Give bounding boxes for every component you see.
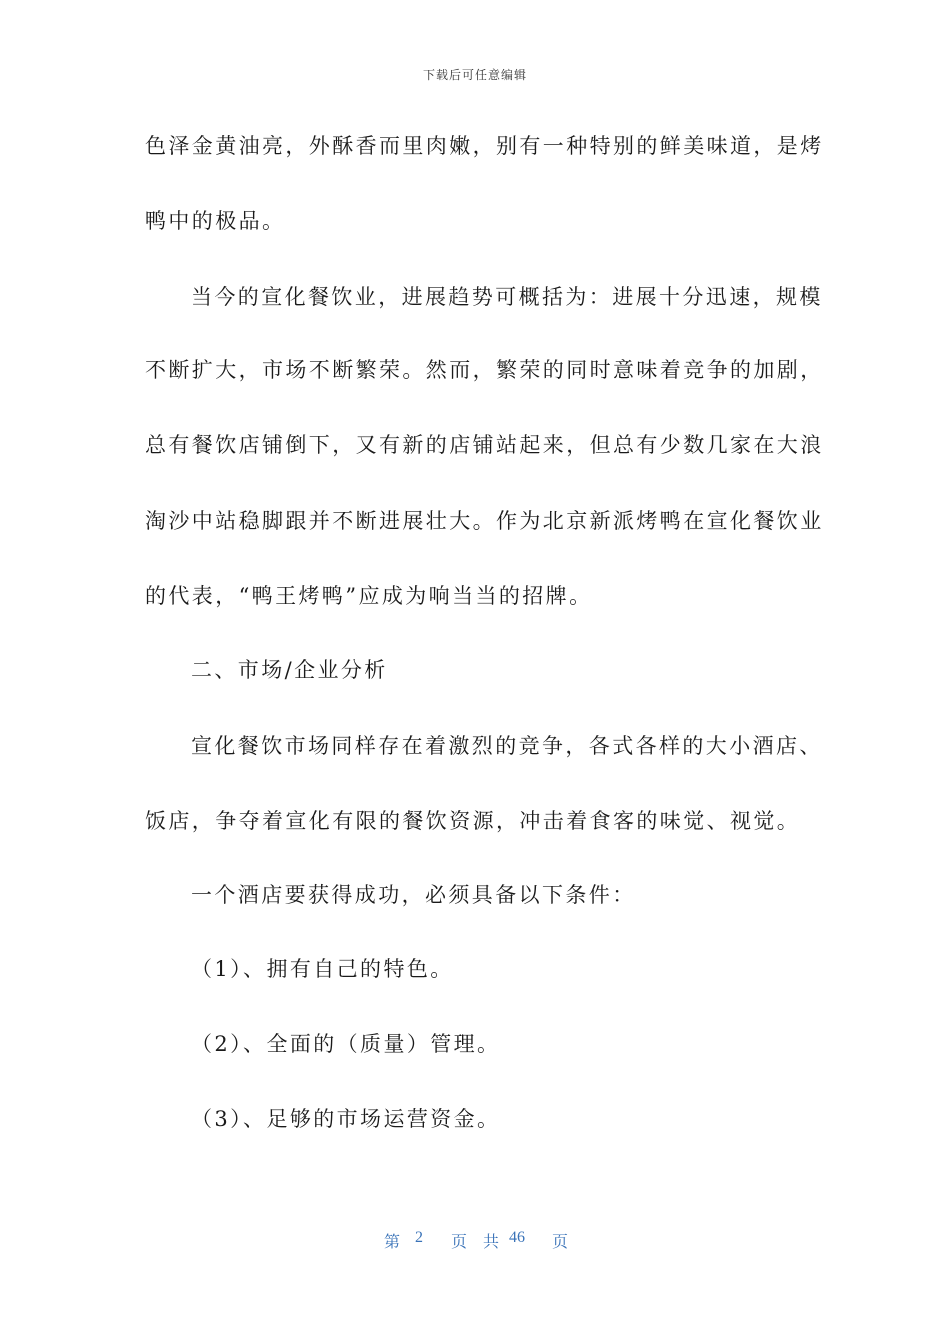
text-line: 总有餐饮店铺倒下，又有新的店铺站起来，但总有少数几家在大浪: [145, 433, 824, 457]
text-line: 鸭中的极品。: [145, 209, 286, 233]
text-line: 宣化餐饮市场同样存在着激烈的竞争，各式各样的大小酒店、: [191, 734, 823, 758]
text-line: 当今的宣化餐饮业，进展趋势可概括为：进展十分迅速，规模: [191, 285, 823, 309]
text-line: 饭店，争夺着宣化有限的餐饮资源，冲击着食客的味觉、视觉。: [145, 809, 801, 833]
footer-page-number: 2: [415, 1229, 423, 1246]
footer-total-pages: 46: [509, 1229, 525, 1246]
footer-ye: 页: [552, 1234, 569, 1251]
footer-ye-gong: 页 共: [451, 1234, 506, 1251]
list-item: （1）、拥有自己的特色。: [191, 957, 454, 981]
text-line: 的代表，“鸭王烤鸭”应成为响当当的招牌。: [145, 584, 593, 608]
section-heading: 二、市场/企业分析: [191, 658, 388, 682]
footer-di: 第: [384, 1234, 401, 1251]
text-line: 不断扩大，市场不断繁荣。然而，繁荣的同时意味着竞争的加剧，: [145, 358, 824, 382]
page-header: 下载后可任意编辑: [422, 68, 527, 82]
text-line: 一个酒店要获得成功，必须具备以下条件：: [191, 883, 636, 907]
list-item: （2）、全面的（质量）管理。: [191, 1032, 501, 1056]
text-line: 淘沙中站稳脚跟并不断进展壮大。作为北京新派烤鸭在宣化餐饮业: [145, 509, 824, 533]
list-item: （3）、足够的市场运营资金。: [191, 1107, 501, 1131]
text-line: 色泽金黄油亮，外酥香而里肉嫩，别有一种特别的鲜美味道，是烤: [145, 134, 824, 158]
